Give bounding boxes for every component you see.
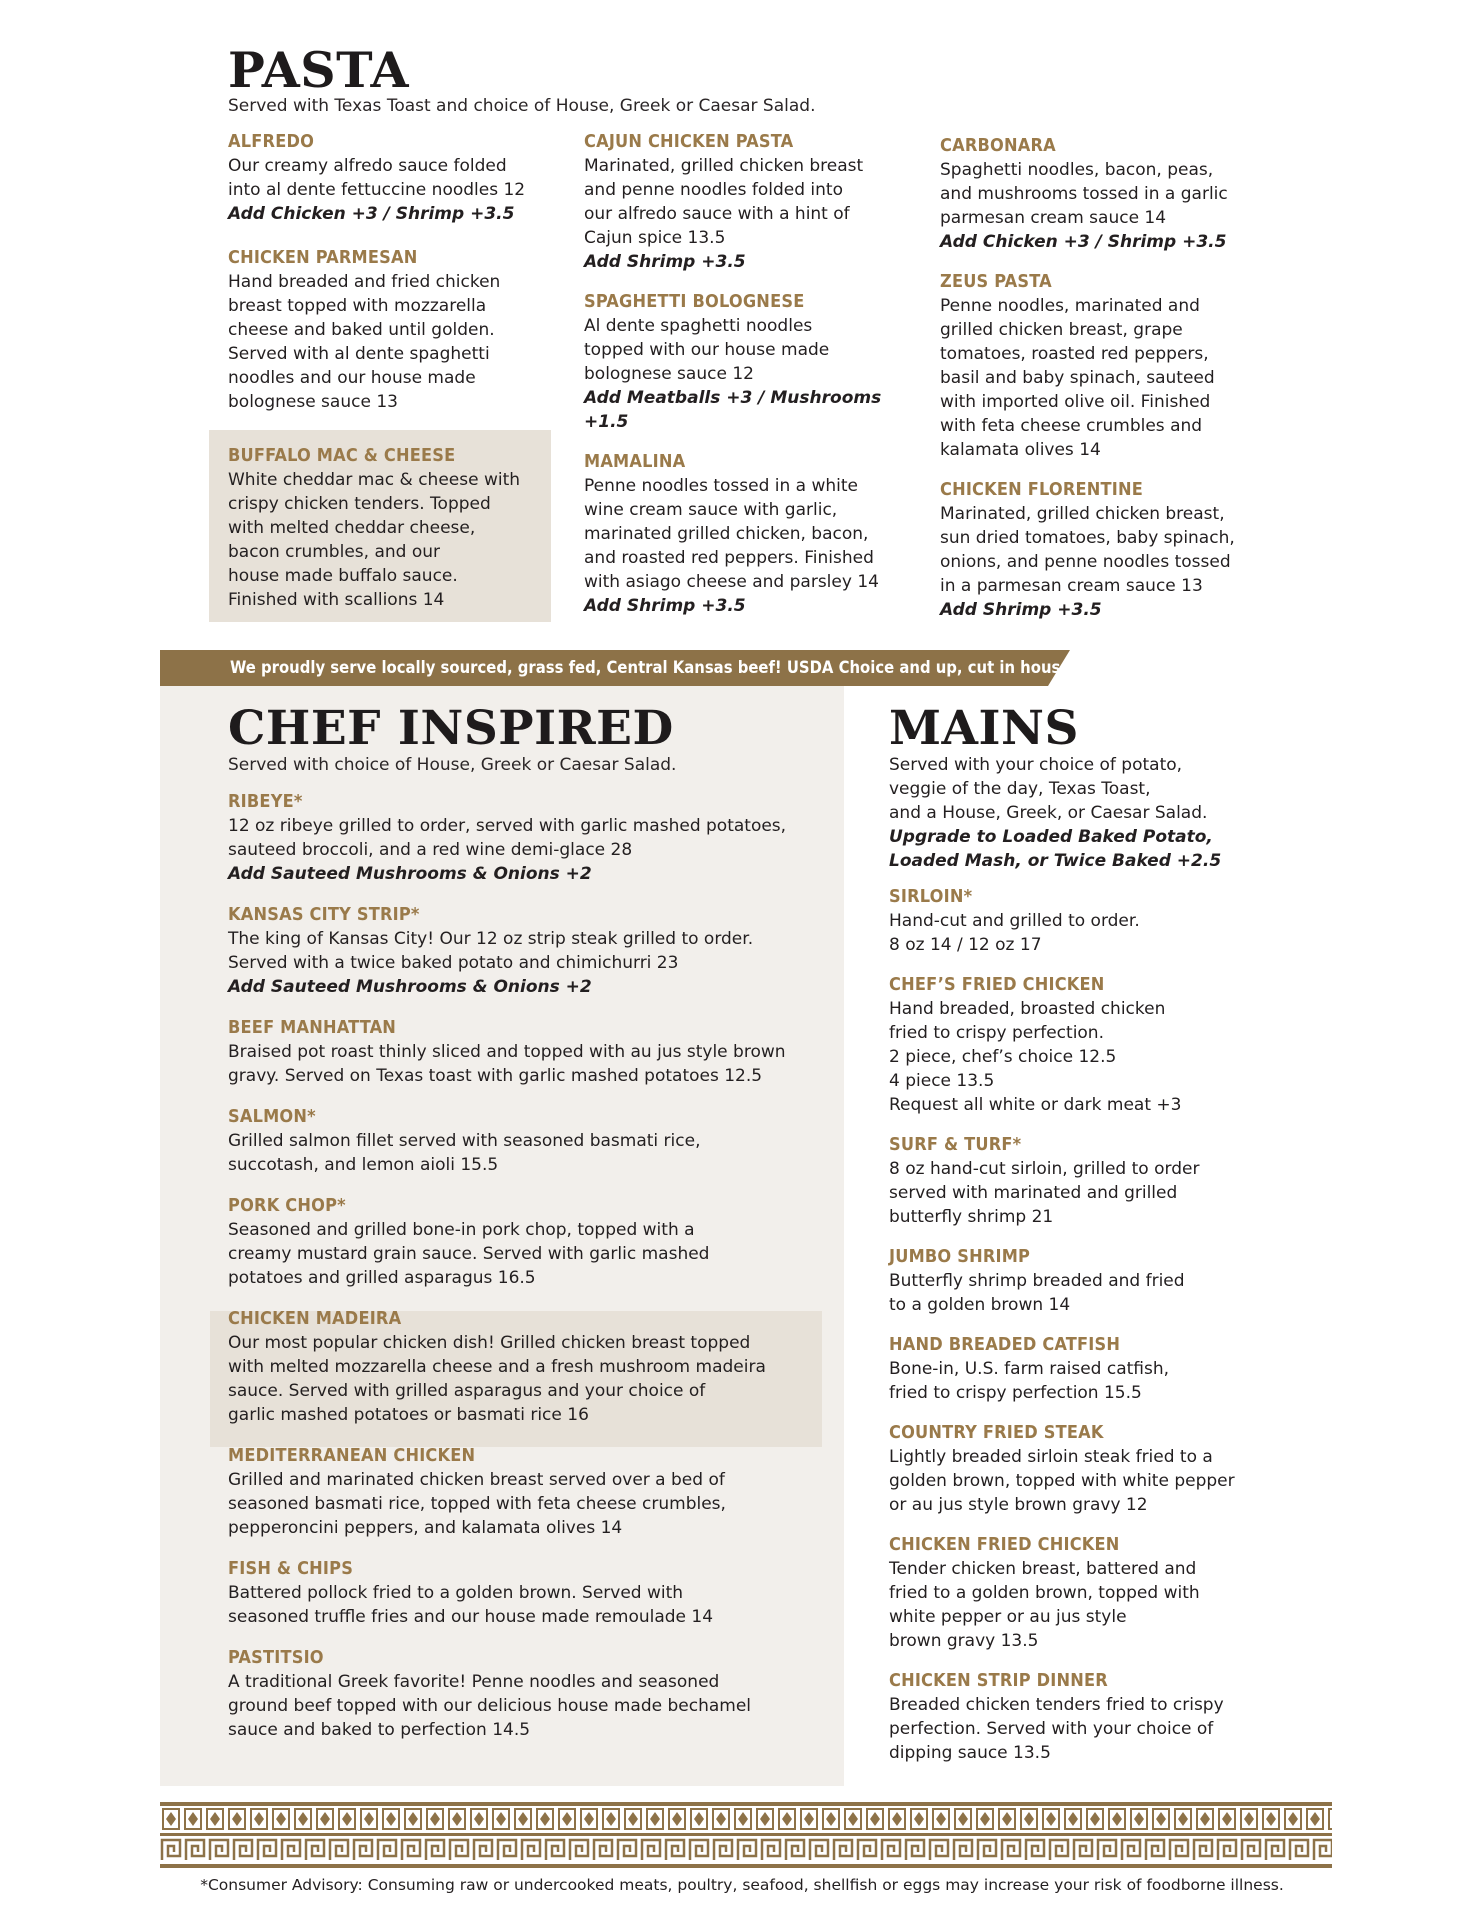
item-name: COUNTRY FRIED STEAK [889,1422,1104,1443]
item-description-line: fried to crispy perfection. [889,1023,1104,1043]
border-tile-top [1307,1809,1323,1829]
item-description-line: Finished with scallions 14 [228,590,445,610]
border-meander [570,1840,588,1860]
item-description-line: pepperoncini peppers, and kalamata olives 14 [228,1518,623,1538]
border-tile-top [823,1809,839,1829]
menu-item-hand-breaded-catfish [889,1333,1269,1405]
item-name: JUMBO SHRIMP [889,1246,1031,1267]
item-description-line: Lightly breaded sirloin steak fried to a [889,1447,1213,1467]
menu-item-alfredo [228,130,558,226]
border-tile-top [1087,1809,1103,1829]
item-description-line: to a golden brown 14 [889,1295,1071,1315]
consumer-advisory: *Consumer Advisory: Consuming raw or undercooked meats, poultry, seafood, shellfish or eggs may increase your risk of foodborne illness. [200,1876,1284,1894]
item-description-line: Our creamy alfredo sauce folded [228,156,507,176]
item-description-line: golden brown, topped with white pepper [889,1471,1235,1491]
menu-item-chicken-madeira [228,1307,818,1427]
border-meander [306,1840,324,1860]
menu-item-jumbo-shrimp [889,1245,1269,1317]
item-description-line: ground beef topped with our delicious house made bechamel [228,1696,752,1716]
menu-item-salmon [228,1105,818,1177]
border-meander [402,1840,420,1860]
border-meander [810,1840,828,1860]
menu-item-cajun-chicken-pasta [584,130,924,274]
item-description-line: onions, and penne noodles tossed [940,552,1231,572]
border-tile-top [1109,1809,1125,1829]
border-tile-top [185,1809,201,1829]
border-tile-top [251,1809,267,1829]
item-description-line: Penne noodles, marinated and [940,296,1200,316]
item-description-line: dipping sauce 13.5 [889,1743,1051,1763]
mains-intro-line: veggie of the day, Texas Toast, [889,779,1151,799]
item-description-line: Braised pot roast thinly sliced and topped with au jus style brown [228,1042,786,1062]
item-name: BEEF MANHATTAN [228,1017,397,1038]
item-addon: Add Meatballs +3 / Mushrooms +1.5 [584,388,882,432]
menu-item-spaghetti-bolognese [584,290,924,434]
item-description-line: fried to a golden brown, topped with [889,1583,1200,1603]
mains-intro-line: Served with your choice of potato, [889,755,1183,775]
border-meander [1026,1840,1044,1860]
item-name: PASTITSIO [228,1647,324,1668]
item-description-line: seasoned basmati rice, topped with feta cheese crumbles, [228,1494,726,1514]
border-tile-top [1197,1809,1213,1829]
border-meander [954,1840,972,1860]
item-description-line: Tender chicken breast, battered and [889,1559,1197,1579]
border-meander [426,1840,444,1860]
item-name: CHEF’S FRIED CHICKEN [889,974,1105,995]
greek-key-border [160,1802,1332,1868]
item-name: ALFREDO [228,131,315,152]
item-name: SURF & TURF* [889,1134,1022,1155]
item-name: FISH & CHIPS [228,1558,354,1579]
chef-inspired-title: CHEF INSPIRED [228,701,674,756]
border-meander [762,1840,780,1860]
border-meander [906,1840,924,1860]
border-meander [618,1840,636,1860]
border-meander [834,1840,852,1860]
item-description-line: our alfredo sauce with a hint of [584,204,850,224]
item-description-line: and penne noodles folded into [584,180,843,200]
menu-item-chicken-florentine [940,478,1280,622]
border-tile-top [361,1809,377,1829]
border-tile-top [405,1809,421,1829]
mains-intro-line: and a House, Greek, or Caesar Salad. [889,803,1208,823]
border-tile-top [911,1809,927,1829]
item-addon: Add Chicken +3 / Shrimp +3.5 [228,204,515,224]
item-description-line: and mushrooms tossed in a garlic [940,184,1228,204]
item-description-line: bacon crumbles, and our [228,542,440,562]
border-meander [1122,1840,1140,1860]
item-description-line: gravy. Served on Texas toast with garlic mashed potatoes 12.5 [228,1066,763,1086]
menu-item-pastitsio [228,1646,818,1742]
item-description-line: perfection. Served with your choice of [889,1719,1214,1739]
item-description-line: Grilled and marinated chicken breast served over a bed of [228,1470,725,1490]
pasta-title: PASTA [228,41,409,99]
border-top-line [160,1802,1332,1806]
item-name: PORK CHOP* [228,1195,346,1216]
item-description-line: 12 oz ribeye grilled to order, served with garlic mashed potatoes, [228,816,787,836]
item-description-line: White cheddar mac & cheese with [228,470,521,490]
item-description-line: served with marinated and grilled [889,1183,1178,1203]
pasta-subtitle: Served with Texas Toast and choice of House, Greek or Caesar Salad. [228,96,816,116]
item-description-line: in a parmesan cream sauce 13 [940,576,1203,596]
border-tile-top [537,1809,553,1829]
item-description-line: Hand breaded, broasted chicken [889,999,1166,1019]
menu-item-pork-chop [228,1194,818,1290]
border-meander [330,1840,348,1860]
border-meander [1290,1840,1308,1860]
item-description-line: with imported olive oil. Finished [940,392,1211,412]
border-bottom-line [160,1864,1332,1868]
border-tile-top [1263,1809,1279,1829]
border-tile-top [1175,1809,1191,1829]
item-description-line: house made buffalo sauce. [228,566,458,586]
item-description-line: Butterfly shrimp breaded and fried [889,1271,1185,1291]
item-addon: Add Chicken +3 / Shrimp +3.5 [940,232,1227,252]
item-description-line: 8 oz hand-cut sirloin, grilled to order [889,1159,1200,1179]
border-meander [714,1840,732,1860]
border-tile-top [867,1809,883,1829]
item-description-line: crispy chicken tenders. Topped [228,494,491,514]
border-meander [210,1840,228,1860]
border-tile-top [427,1809,443,1829]
banner-text: We proudly serve locally sourced, grass fed, Central Kansas beef! USDA Choice and up, cut in house! [230,658,1078,677]
border-mid-line [160,1833,1332,1836]
item-description-line: with asiago cheese and parsley 14 [584,572,879,592]
item-description-line: kalamata olives 14 [940,440,1101,460]
item-addon: Add Sauteed Mushrooms & Onions +2 [228,864,592,884]
item-description-line: topped with our house made [584,340,830,360]
item-description-line: 4 piece 13.5 [889,1071,995,1091]
border-tile-top [845,1809,861,1829]
item-description-line: sauteed broccoli, and a red wine demi-glace 28 [228,840,633,860]
item-description-line: cheese and baked until golden. [228,320,495,340]
menu-item-zeus-pasta [940,270,1280,462]
border-meander [1170,1840,1188,1860]
border-tile-top [933,1809,949,1829]
item-description-line: sauce and baked to perfection 14.5 [228,1720,531,1740]
item-description-line: creamy mustard grain sauce. Served with garlic mashed [228,1244,710,1264]
item-description-line: white pepper or au jus style [889,1607,1127,1627]
border-tile-top [229,1809,245,1829]
border-tile-top [449,1809,465,1829]
border-meander [1050,1840,1068,1860]
item-description-line: Seasoned and grilled bone-in pork chop, topped with a [228,1220,695,1240]
item-addon: Add Shrimp +3.5 [584,252,746,272]
item-description-line: garlic mashed potatoes or basmati rice 16 [228,1405,589,1425]
border-meander [522,1840,540,1860]
item-description-line: Grilled salmon fillet served with seasoned basmati rice, [228,1131,701,1151]
border-tile-top [273,1809,289,1829]
border-tile-top [889,1809,905,1829]
border-meander [594,1840,612,1860]
item-description-line: fried to crispy perfection 15.5 [889,1383,1142,1403]
item-description-line: into al dente fettuccine noodles 12 [228,180,526,200]
border-tile-top [471,1809,487,1829]
border-meander [474,1840,492,1860]
menu-item-ribeye [228,790,818,886]
border-meander [738,1840,756,1860]
item-name: ZEUS PASTA [940,271,1052,292]
item-description-line: or au jus style brown gravy 12 [889,1495,1148,1515]
border-meander [690,1840,708,1860]
item-name: CAJUN CHICKEN PASTA [584,131,794,152]
border-tile-top [779,1809,795,1829]
item-addon: Add Sauteed Mushrooms & Onions +2 [228,977,592,997]
border-meander [1218,1840,1236,1860]
border-meander [1002,1840,1020,1860]
mains-intro [889,753,1269,873]
item-name: CHICKEN MADEIRA [228,1308,402,1329]
border-tile-top [339,1809,355,1829]
menu-item-carbonara [940,134,1280,254]
border-meander [930,1840,948,1860]
item-description-line: bolognese sauce 13 [228,392,398,412]
item-description-line: Marinated, grilled chicken breast, [940,504,1225,524]
item-name: CHICKEN FLORENTINE [940,479,1144,500]
border-meander [162,1840,180,1860]
border-tile-top [515,1809,531,1829]
border-tile-top [603,1809,619,1829]
border-meander [1098,1840,1116,1860]
menu-item-beef-manhattan [228,1016,818,1088]
border-tile-top [1043,1809,1059,1829]
mains-upgrade-line: Loaded Mash, or Twice Baked +2.5 [889,851,1222,871]
beef-banner [160,650,1078,686]
border-meander [258,1840,276,1860]
border-meander [1242,1840,1260,1860]
mains-items [889,885,1269,1781]
border-tile-top [713,1809,729,1829]
item-description-line: 8 oz 14 / 12 oz 17 [889,935,1042,955]
border-tile-top [1065,1809,1081,1829]
item-name: MEDITERRANEAN CHICKEN [228,1445,476,1466]
border-meander [1074,1840,1092,1860]
item-description-line: Al dente spaghetti noodles [584,316,813,336]
border-meander [882,1840,900,1860]
item-name: CHICKEN PARMESAN [228,247,418,268]
item-description-line: and roasted red peppers. Finished [584,548,874,568]
border-meander [1146,1840,1164,1860]
pasta-column-2 [584,130,924,634]
menu-item-chef-s-fried-chicken [889,973,1269,1117]
chef-inspired-items [228,790,818,1759]
item-description-line: The king of Kansas City! Our 12 oz strip steak grilled to order. [228,929,754,949]
item-description-line: parmesan cream sauce 14 [940,208,1167,228]
item-description-line: tomatoes, roasted red peppers, [940,344,1209,364]
border-tile-top [559,1809,575,1829]
item-name: CHICKEN STRIP DINNER [889,1670,1108,1691]
item-addon: Add Shrimp +3.5 [940,600,1102,620]
item-name: SIRLOIN* [889,886,973,907]
menu-item-chicken-parmesan [228,246,558,414]
border-tile-top [1131,1809,1147,1829]
item-description-line: Penne noodles tossed in a white [584,476,859,496]
item-description-line: sauce. Served with grilled asparagus and your choice of [228,1381,706,1401]
border-meander [282,1840,300,1860]
menu-item-fish-chips [228,1557,818,1629]
border-meander [450,1840,468,1860]
item-description-line: basil and baby spinach, sauteed [940,368,1215,388]
item-name: SALMON* [228,1106,316,1127]
item-name: CARBONARA [940,135,1056,156]
menu-item-kansas-city-strip [228,903,818,999]
border-meander [186,1840,204,1860]
border-tile-top [1285,1809,1301,1829]
border-meander [978,1840,996,1860]
item-name: CHICKEN FRIED CHICKEN [889,1534,1120,1555]
item-description-line: Request all white or dark meat +3 [889,1095,1182,1115]
item-description-line: Our most popular chicken dish! Grilled chicken breast topped [228,1333,751,1353]
border-tile-top [163,1809,179,1829]
border-tile-top [1021,1809,1037,1829]
pasta-column-1 [228,130,558,434]
border-tile-top [801,1809,817,1829]
border-tile-top [735,1809,751,1829]
border-meander [378,1840,396,1860]
border-tile-top [977,1809,993,1829]
item-description-line: bolognese sauce 12 [584,364,754,384]
item-name: KANSAS CITY STRIP* [228,904,420,925]
border-tile-top [493,1809,509,1829]
border-tile-top [207,1809,223,1829]
item-description-line: Hand-cut and grilled to order. [889,911,1140,931]
menu-item-sirloin [889,885,1269,957]
item-description-line: brown gravy 13.5 [889,1631,1039,1651]
border-meander [546,1840,564,1860]
item-description-line: A traditional Greek favorite! Penne noodles and seasoned [228,1672,720,1692]
item-addon: Add Shrimp +3.5 [584,596,746,616]
menu-item-country-fried-steak [889,1421,1269,1517]
item-description-line: Cajun spice 13.5 [584,228,726,248]
border-tile-top [295,1809,311,1829]
item-description-line: noodles and our house made [228,368,476,388]
border-tile-top [955,1809,971,1829]
border-meander [666,1840,684,1860]
item-description-line: breast topped with mozzarella [228,296,487,316]
mains-upgrade-line: Upgrade to Loaded Baked Potato, [889,827,1213,847]
item-description-line: Breaded chicken tenders fried to crispy [889,1695,1224,1715]
item-description-line: with feta cheese crumbles and [940,416,1203,436]
border-tile-top [581,1809,597,1829]
border-meander [354,1840,372,1860]
border-tile-top [647,1809,663,1829]
item-description-line: sun dried tomatoes, baby spinach, [940,528,1235,548]
pasta-featured [228,444,548,612]
item-description-line: marinated grilled chicken, bacon, [584,524,869,544]
border-tile-top [1153,1809,1169,1829]
menu-item-mediterranean-chicken [228,1444,818,1540]
menu-item-chicken-strip-dinner [889,1669,1269,1765]
menu-item-mamalina [584,450,924,618]
item-description-line: Bone-in, U.S. farm raised catfish, [889,1359,1170,1379]
item-description-line: butterfly shrimp 21 [889,1207,1054,1227]
item-name: RIBEYE* [228,791,303,812]
border-tile-top [1219,1809,1235,1829]
border-meander [642,1840,660,1860]
chef-inspired-subtitle: Served with choice of House, Greek or Caesar Salad. [228,755,677,775]
item-name: MAMALINA [584,451,686,472]
border-meander [858,1840,876,1860]
border-tile-top [691,1809,707,1829]
item-description-line: Marinated, grilled chicken breast [584,156,864,176]
border-tile-top [999,1809,1015,1829]
border-meander [1314,1840,1332,1860]
item-description-line: wine cream sauce with garlic, [584,500,838,520]
border-tile-top [1241,1809,1257,1829]
border-meander [234,1840,252,1860]
border-meander [786,1840,804,1860]
border-meander [498,1840,516,1860]
item-description-line: Hand breaded and fried chicken [228,272,501,292]
item-description-line: Served with a twice baked potato and chimichurri 23 [228,953,679,973]
item-description-line: Spaghetti noodles, bacon, peas, [940,160,1214,180]
menu-item-surf-turf [889,1133,1269,1229]
menu-item-buffalo-mac-cheese [228,444,548,612]
item-description-line: Served with al dente spaghetti [228,344,490,364]
pasta-column-3 [940,134,1280,638]
item-description-line: with melted cheddar cheese, [228,518,476,538]
item-description-line: succotash, and lemon aioli 15.5 [228,1155,499,1175]
border-tile-top [1329,1809,1332,1829]
border-tile-top [317,1809,333,1829]
item-description-line: with melted mozzarella cheese and a fresh mushroom madeira [228,1357,766,1377]
border-meander [1266,1840,1284,1860]
border-tile-top [625,1809,641,1829]
border-tile-top [669,1809,685,1829]
border-tile-top [383,1809,399,1829]
item-description-line: potatoes and grilled asparagus 16.5 [228,1268,536,1288]
border-tile-top [757,1809,773,1829]
item-name: HAND BREADED CATFISH [889,1334,1121,1355]
mains-title: MAINS [889,701,1079,756]
item-description-line: seasoned truffle fries and our house made remoulade 14 [228,1607,714,1627]
item-name: BUFFALO MAC & CHEESE [228,445,456,466]
menu-item-chicken-fried-chicken [889,1533,1269,1653]
item-description-line: Battered pollock fried to a golden brown. Served with [228,1583,684,1603]
border-meander [1194,1840,1212,1860]
item-description-line: grilled chicken breast, grape [940,320,1183,340]
item-description-line: 2 piece, chef’s choice 12.5 [889,1047,1117,1067]
item-name: SPAGHETTI BOLOGNESE [584,291,805,312]
